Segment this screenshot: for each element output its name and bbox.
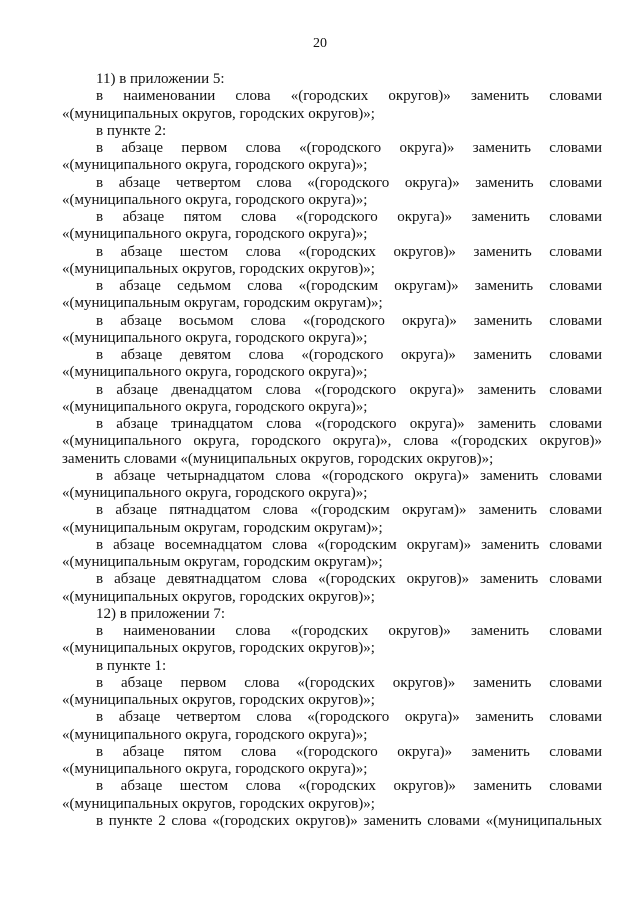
subheading-line: в пункте 2: [96,122,167,139]
paragraph-line: «(муниципального округа, городского округа)»; [62,191,368,208]
paragraph-line: «(муниципальных округов, городских округов)»; [62,692,375,708]
paragraph-line: «(муниципальным округам, городским округам)»; [62,295,383,312]
paragraph-line: «(муниципального округа, городского округа)»; [62,761,368,777]
paragraph-line: в абзаце четвертом слова «(городского округа)» заменить словами [96,709,602,726]
paragraph-line: в абзаце тринадцатом слова «(городского округа)» заменить словами [96,416,602,432]
paragraph-line: в пункте 2 слова «(городских округов)» заменить словами «(муниципальных [96,812,602,829]
list-item-heading: 12) в приложении 7: [96,605,226,622]
paragraph-line: в абзаце первом слова «(городского округа)» заменить словами [96,140,602,156]
paragraph-line: в абзаце первом слова «(городских округов)» заменить словами [96,674,602,691]
paragraph-line: «(муниципальных округов, городских округов)»; [62,260,375,277]
paragraph-line: в абзаце двенадцатом слова «(городского округа)» заменить словами [96,381,602,398]
paragraph-line: «(муниципального округа, городского округа)»; [62,485,368,501]
page-number: 20 [313,36,327,51]
paragraph-line: «(муниципальным округам, городским округам)»; [62,554,383,570]
paragraph-line: в абзаце восьмом слова «(городского округа)» заменить словами [96,312,602,329]
paragraph-line: «(муниципального округа, городского округа)», слова «(городских округов)» [62,433,602,450]
paragraph-line: «(муниципальных округов, городских округов)»; [62,105,375,122]
paragraph-line: «(муниципального округа, городского округа)»; [62,329,368,346]
paragraph-line: в абзаце восемнадцатом слова «(городским округам)» заменить словами [96,536,602,553]
paragraph-line: «(муниципальных округов, городских округов)»; [62,795,375,812]
paragraph-line: в абзаце пятом слова «(городского округа)» заменить словами [96,209,602,225]
paragraph-line: в наименовании слова «(городских округов)» заменить словами [96,88,602,105]
paragraph-line: «(муниципальным округам, городским округам)»; [62,519,383,536]
paragraph-line: в абзаце шестом слова «(городских округов)» заменить словами [96,243,602,260]
paragraph-line: «(муниципальных округов, городских округов)»; [62,640,375,657]
paragraph-line: в абзаце четырнадцатом слова «(городского округа)» заменить словами [96,467,602,484]
paragraph-line: заменить словами «(муниципальных округов, городских округов)»; [62,450,494,467]
paragraph-line: в абзаце шестом слова «(городских округов)» заменить словами [96,778,602,795]
paragraph-line: в абзаце девятнадцатом слова «(городских округов)» заменить словами [96,571,602,588]
paragraph-line: в абзаце девятом слова «(городского округа)» заменить словами [96,347,602,363]
paragraph-line: «(муниципальных округов, городских округов)»; [62,588,375,605]
list-item-heading: 11) в приложении 5: [96,71,225,87]
paragraph-line: в наименовании слова «(городских округов)» заменить словами [96,623,602,639]
paragraph-line: «(муниципального округа, городского округа)»; [62,726,368,743]
paragraph-line: в абзаце седьмом слова «(городским округам)» заменить словами [96,278,602,294]
subheading-line: в пункте 1: [96,657,167,674]
paragraph-line: «(муниципального округа, городского округа)»; [62,226,368,243]
paragraph-line: «(муниципального округа, городского округа)»; [62,157,368,174]
paragraph-line: «(муниципального округа, городского округа)»; [62,364,368,381]
document-body [0,71,640,830]
paragraph-line: «(муниципального округа, городского округа)»; [62,398,368,415]
paragraph-line: в абзаце четвертом слова «(городского округа)» заменить словами [96,174,602,191]
paragraph-line: в абзаце пятнадцатом слова «(городским округам)» заменить словами [96,502,602,519]
paragraph-line: в абзаце пятом слова «(городского округа)» заменить словами [96,743,602,760]
